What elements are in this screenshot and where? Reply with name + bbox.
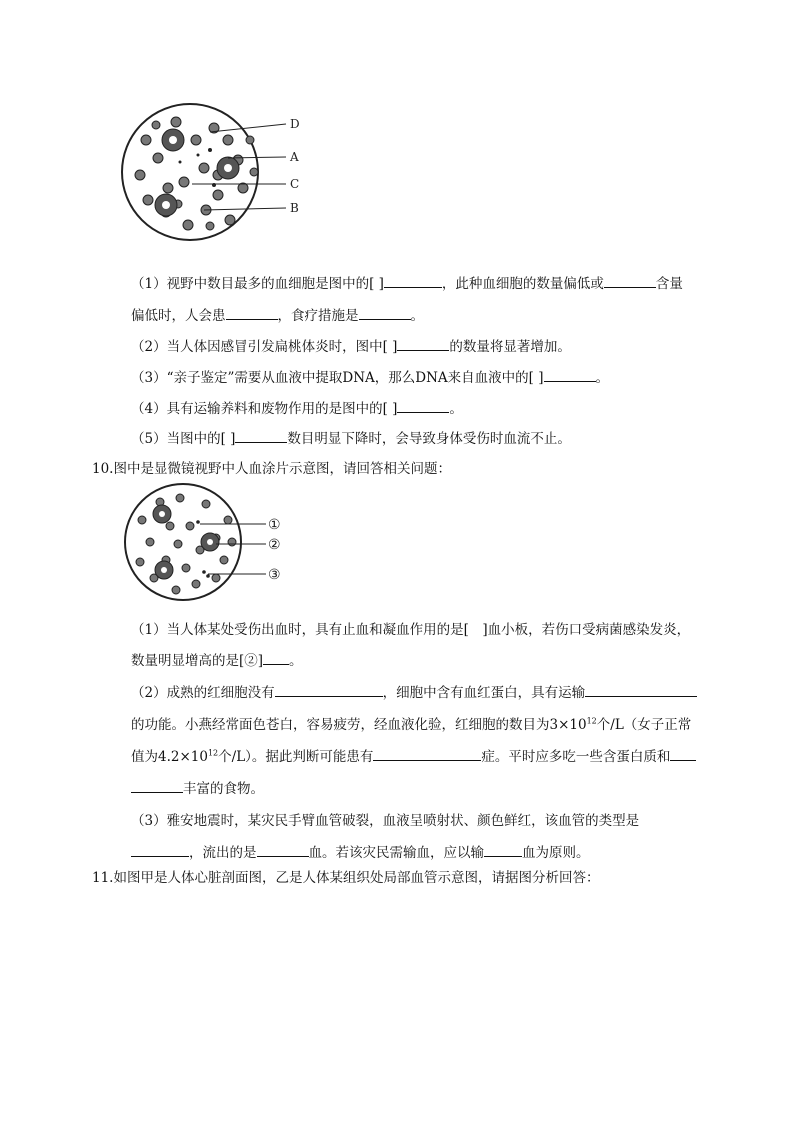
figure1-label-a: A <box>290 150 299 164</box>
q9-line2: 偏低时，人会患 ，食疗措施是 。 <box>131 308 424 324</box>
blood-smear-figure-1 <box>118 100 318 250</box>
q10-line4: 的功能。小燕经常面色苍白，容易疲劳，经血液化验，红细胞的数目为$3\times 10^{12}$个/L（女子正常 <box>131 716 692 733</box>
q10-title: 10.图中是显微镜视野中人血涂片示意图，请回答相关问题： <box>92 461 451 477</box>
q10-line6: 丰富的食物。 <box>131 780 264 798</box>
q9-line3: （2）当人体因感冒引发扁桃体炎时，图中[ ] 的数量将显著增加。 <box>131 339 571 355</box>
q10-line5: 值为$4.2\times 10^{12}$个/L）。据此判断可能患有 症。平时应多吃一些含蛋白质和 <box>131 748 696 766</box>
blood-smear-figure-2 <box>120 480 300 605</box>
q9-line6: （5）当图中的[ ] 数目明显下降时，会导致身体受伤时血流不止。 <box>131 431 571 447</box>
q10-line1: （1）当人体某处受伤出血时，具有止血和凝血作用的是[ ]血小板，若伤口受病菌感染发炎， <box>131 622 691 638</box>
figure2-label-1: ① <box>268 517 281 533</box>
q10-line7: （3）雅安地震时，某灾民手臂血管破裂，血液呈喷射状、颜色鲜红，该血管的类型是 <box>131 813 640 829</box>
figure1-label-b: B <box>290 201 299 215</box>
figure1-label-d: D <box>290 117 300 131</box>
q10-line3: （2）成熟的红细胞没有 ，细胞中含有血红蛋白，具有运输 <box>131 684 697 702</box>
q10-line8: ，流出的是 血。若该灾民需输血，应以输 血为原则。 <box>131 844 590 862</box>
q11-title: 11.如图甲是人体心脏剖面图，乙是人体某组织处局部血管示意图，请据图分析回答： <box>92 870 600 886</box>
q9-line4: （3）“亲子鉴定”需要从血液中提取DNA，那么DNA来自血液中的[ ] 。 <box>131 370 609 386</box>
q9-line5: （4）具有运输养料和废物作用的是图中的[ ] 。 <box>131 401 463 417</box>
q9-line1: （1）视野中数目最多的血细胞是图中的[ ] ，此种血细胞的数量偏低或 含量 <box>131 276 683 292</box>
q10-line2: 数量明显增高的是[②] 。 <box>131 653 303 669</box>
figure1-label-c: C <box>290 177 300 191</box>
figure2-label-3: ③ <box>268 567 281 583</box>
figure2-label-2: ② <box>268 537 281 553</box>
